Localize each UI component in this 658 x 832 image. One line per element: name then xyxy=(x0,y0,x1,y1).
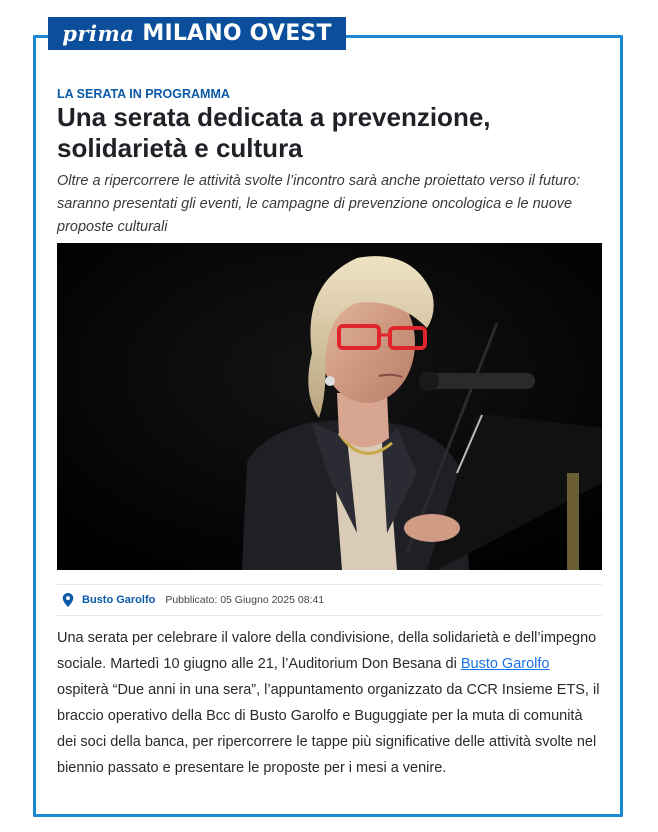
map-pin-icon xyxy=(62,593,74,607)
logo-prima: prima xyxy=(62,21,135,46)
busto-garolfo-link[interactable]: Busto Garolfo xyxy=(460,656,550,672)
body-text-part2: ospiterà “Due anni in una sera”, l’appuntamento organizzato da CCR Insieme ETS, il braccio operativo della Bcc di Busto Garolfo e Buguggiate per la muta di comunità dei soci della banca, per ripercorrere le tappe più significative delle attività svolte nel biennio passato e presentare le proposte per i mesi a venire. xyxy=(57,682,600,776)
body-text-part1: Una serata per celebrare il valore della condivisione, della solidarietà e dell’impegno sociale. Martedì 10 giugno alle 21, l’Auditorium Don Besana di xyxy=(57,630,597,672)
article-body xyxy=(57,625,605,781)
location-link[interactable]: Busto Garolfo xyxy=(82,594,156,606)
article-meta xyxy=(57,584,602,616)
article-photo xyxy=(57,243,602,570)
site-logo[interactable] xyxy=(48,17,346,50)
photo-illustration xyxy=(57,243,602,570)
published-date: Pubblicato: 05 Giugno 2025 08:41 xyxy=(165,594,325,606)
article-kicker: LA SERATA IN PROGRAMMA xyxy=(57,87,230,101)
article-title: Una serata dedicata a prevenzione, solidarietà e cultura xyxy=(57,102,491,163)
article-subtitle: Oltre a ripercorrere le attività svolte l’incontro sarà anche proiettato verso il futuro: saranno presentati gli eventi, le campagne di prevenzione oncologica e le nuove proposte culturali xyxy=(57,173,581,235)
logo-brand: MILANO OVEST xyxy=(142,21,332,46)
